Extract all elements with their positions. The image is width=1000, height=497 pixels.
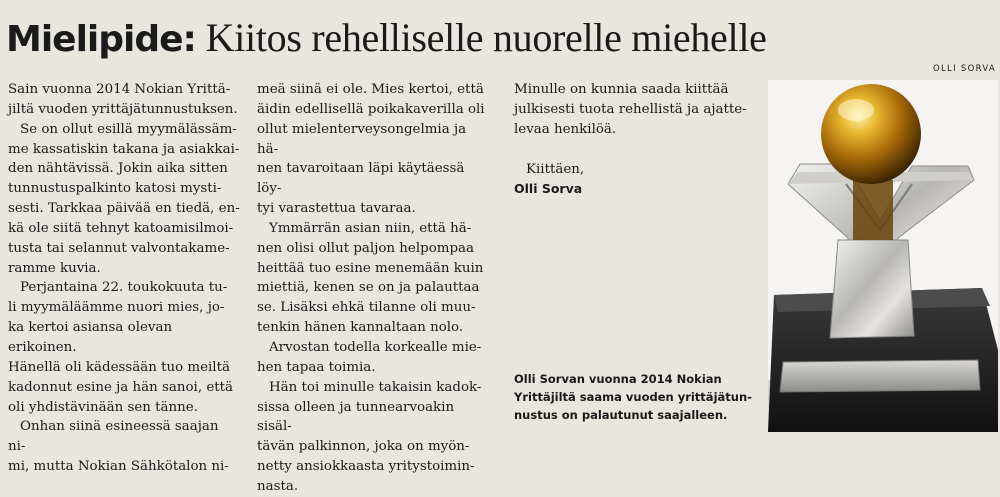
article-line: levaa henkilöä. — [514, 121, 617, 137]
signoff: Kiittäen, — [526, 161, 585, 177]
article-line: meä siinä ei ole. Mies kertoi, että — [257, 82, 484, 97]
article-line: jiltä vuoden yrittäjätunnustuksen. — [8, 101, 238, 117]
article-line: Ymmärrän asian niin, että hä- — [269, 220, 472, 236]
headline — [6, 14, 767, 64]
headline-title: Kiitos rehelliselle nuorelle miehelle — [205, 15, 767, 60]
article-column-1 — [8, 80, 240, 477]
article-line: me kassatiskin takana ja asiakkai- — [8, 141, 240, 157]
article-line: heittää tuo esine menemään kuin — [257, 260, 484, 276]
article-line: den nähtävissä. Jokin aika sitten — [8, 161, 228, 177]
headline-kicker: Mielipide: — [6, 19, 196, 60]
photo-credit: OLLI SORVA — [933, 64, 996, 74]
article-line: tenkin hänen kannaltaan nolo. — [257, 320, 464, 336]
article-line: sissa olleen ja tunnearvoakin sisäl- — [257, 399, 455, 435]
article-line: äidin edellisellä poikakaverilla oli — [257, 101, 485, 117]
article-line: julkisesti tuota rehellistä ja ajatte- — [514, 101, 747, 117]
article-line: nasta. — [257, 478, 299, 494]
article-line: kadonnut esine ja hän sanoi, että — [8, 379, 234, 395]
article-line: nen olisi ollut paljon helpompaa — [257, 240, 474, 256]
article-line: Hän toi minulle takaisin kadok- — [269, 379, 482, 395]
photo-caption — [514, 370, 764, 424]
article-line: ollut mielenterveysongelmia ja hä- — [257, 121, 467, 157]
article-line: tävän palkinnon, joka on myön- — [257, 439, 470, 455]
article-line: tyi varastettua tavaraa. — [257, 201, 416, 217]
caption-line: Olli Sorvan vuonna 2014 Nokian — [514, 372, 722, 386]
article-line: ka kertoi asiansa olevan erikoinen. — [8, 320, 173, 355]
article-line: miettiä, kenen se on ja palauttaa — [257, 280, 480, 296]
article-line: Perjantaina 22. toukokuuta tu- — [20, 280, 228, 296]
article-line: Se on ollut esillä myymälässäm- — [20, 121, 237, 137]
article-line: hen tapaa toimia. — [257, 359, 376, 375]
article-column-3 — [514, 80, 754, 199]
caption-line: Yrittäjiltä saama vuoden yrittäjätun- — [514, 390, 752, 404]
article-line: oli yhdistävinään sen tänne. — [8, 399, 198, 415]
article-line: Arvostan todella korkealle mie- — [269, 339, 482, 355]
article-line: sesti. Tarkkaa päivää en tiedä, en- — [8, 201, 240, 217]
article-column-2 — [257, 80, 485, 497]
article-line: Sain vuonna 2014 Nokian Yrittä- — [8, 82, 231, 97]
article-line: kä ole siitä tehnyt katoamisilmoi- — [8, 220, 234, 236]
caption-line: nustus on palautunut saajalleen. — [514, 408, 728, 422]
article-line: Minulle on kunnia saada kiittää — [514, 82, 729, 97]
author-name: Olli Sorva — [514, 181, 583, 197]
article-line: Onhan siinä esineessä saajan ni- — [8, 419, 219, 455]
article-line: tunnustuspalkinto katosi mysti- — [8, 181, 222, 197]
article-line: netty ansiokkaasta yritystoimin- — [257, 459, 475, 475]
article-line: ramme kuvia. — [8, 260, 101, 276]
article-line: se. Lisäksi ehkä tilanne oli muu- — [257, 300, 476, 316]
article-line: tusta tai selannut valvontakame- — [8, 240, 230, 256]
article-line: li myymäläämme nuori mies, jo- — [8, 300, 225, 316]
article-line: nen tavaroitaan läpi käytäessä löy- — [257, 161, 465, 197]
trophy-photo — [768, 80, 998, 432]
article-line: Hänellä oli kädessään tuo meiltä — [8, 359, 230, 375]
article-line: mi, mutta Nokian Sähkötalon ni- — [8, 459, 229, 475]
